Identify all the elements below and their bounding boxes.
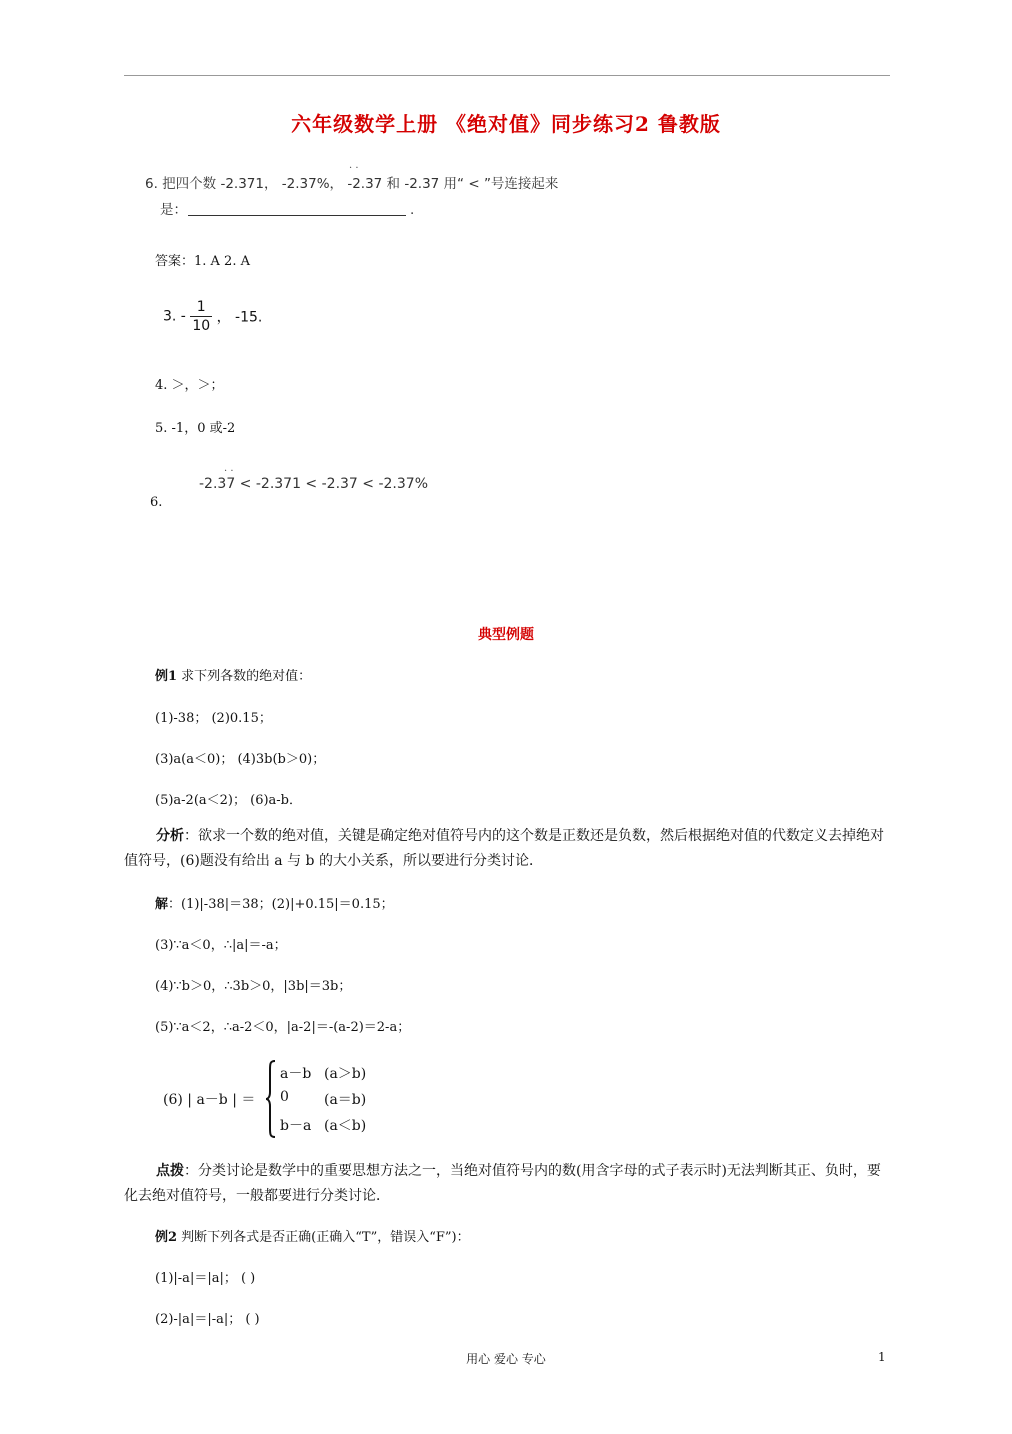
tip-paragraph: [124, 1159, 894, 1209]
example-2-label: 例2: [155, 1230, 178, 1245]
answer-blank-line: [188, 215, 406, 216]
solution-label: 解: [155, 897, 169, 912]
example-2-item: (2)-|a|＝|-a|； ( ): [155, 1312, 260, 1327]
example-1-label: 例1: [155, 669, 178, 684]
answer-3-prefix: 3. -: [163, 308, 186, 325]
answer-3: [163, 298, 262, 335]
analysis-label: 分析: [156, 828, 184, 844]
section-title: 典型例题: [478, 627, 534, 643]
fraction-denominator: 10: [192, 318, 211, 334]
repeating-dot-marks: · ·: [224, 466, 234, 477]
question-6-answer-prompt: 是：: [160, 202, 187, 218]
answer-6-label: 6.: [150, 495, 163, 510]
case-condition: (a＝b): [324, 1092, 367, 1108]
left-brace-icon: [266, 1060, 276, 1138]
page-title: 六年级数学上册 《绝对值》同步练习2 鲁教版: [291, 112, 721, 136]
solution-line: (5)∵a＜2，∴a-2＜0，|a-2|＝-(a-2)＝2-a；: [155, 1020, 411, 1035]
example-2-heading: [155, 1226, 470, 1245]
tip-label: 点拨: [156, 1163, 184, 1179]
repeating-dot-marks: · ·: [349, 163, 359, 174]
fraction-numerator: 1: [190, 298, 212, 317]
solution-text: ：(1)|-38|＝38；(2)|+0.15|＝0.15；: [168, 897, 394, 912]
solution-line: (4)∵b＞0，∴3b＞0，|3b|＝3b；: [155, 979, 352, 994]
answers-intro: 答案：1. A 2. A: [155, 254, 250, 269]
piecewise-label: (6) | a－b | ＝: [163, 1092, 256, 1108]
case-expression: a－b: [280, 1066, 312, 1082]
page-number: 1: [878, 1350, 886, 1364]
case-expression: 0: [280, 1089, 289, 1105]
header-rule: [124, 75, 890, 76]
example-1-item: (3)a(a＜0)； (4)3b(b＞0)；: [155, 752, 326, 767]
example-2-prompt: 判断下列各式是否正确(正确入“T”，错误入“F”)：: [177, 1230, 470, 1245]
solution-line: (3)∵a＜0，∴|a|＝-a；: [155, 938, 287, 953]
answer-6-expression: -2.37 < -2.371 < -2.37 < -2.37%: [199, 476, 428, 492]
question-6-text: 6. 把四个数 -2.371， -2.37%， -2.37 和 -2.37 用“ < ”号连接起来: [145, 176, 559, 192]
fraction: [190, 298, 212, 335]
answer-5: 5. -1，0 或-2: [155, 421, 236, 436]
example-1-item: (5)a-2(a＜2)； (6)a-b．: [155, 793, 303, 808]
case-condition: (a＜b): [324, 1118, 367, 1134]
example-1-prompt: 求下列各数的绝对值：: [177, 669, 312, 684]
example-2-item: (1)|-a|＝|a|； ( ): [155, 1271, 256, 1286]
example-1-heading: [155, 665, 311, 684]
case-expression: b－a: [280, 1118, 312, 1134]
question-6-period: .: [410, 202, 415, 218]
analysis-paragraph: [124, 824, 894, 874]
answer-3-suffix: ， -15.: [216, 309, 263, 326]
example-1-item: (1)-38； (2)0.15；: [155, 711, 272, 726]
analysis-text: ：欲求一个数的绝对值，关键是确定绝对值符号内的这个数是正数还是负数，然后根据绝对值的代数定义去掉绝对值符号，(6)题没有给出 a 与 b 的大小关系，所以要进行分类讨论．: [124, 828, 884, 869]
tip-text: ：分类讨论是数学中的重要思想方法之一，当绝对值符号内的数(用含字母的式子表示时)无法判断其正、负时，要化去绝对值符号，一般都要进行分类讨论．: [124, 1163, 881, 1204]
case-condition: (a＞b): [324, 1066, 367, 1082]
answer-4: 4. ＞，＞；: [155, 378, 224, 393]
solution-line-1: [155, 893, 394, 912]
footer-motto: 用心 爱心 专心: [466, 1352, 546, 1366]
